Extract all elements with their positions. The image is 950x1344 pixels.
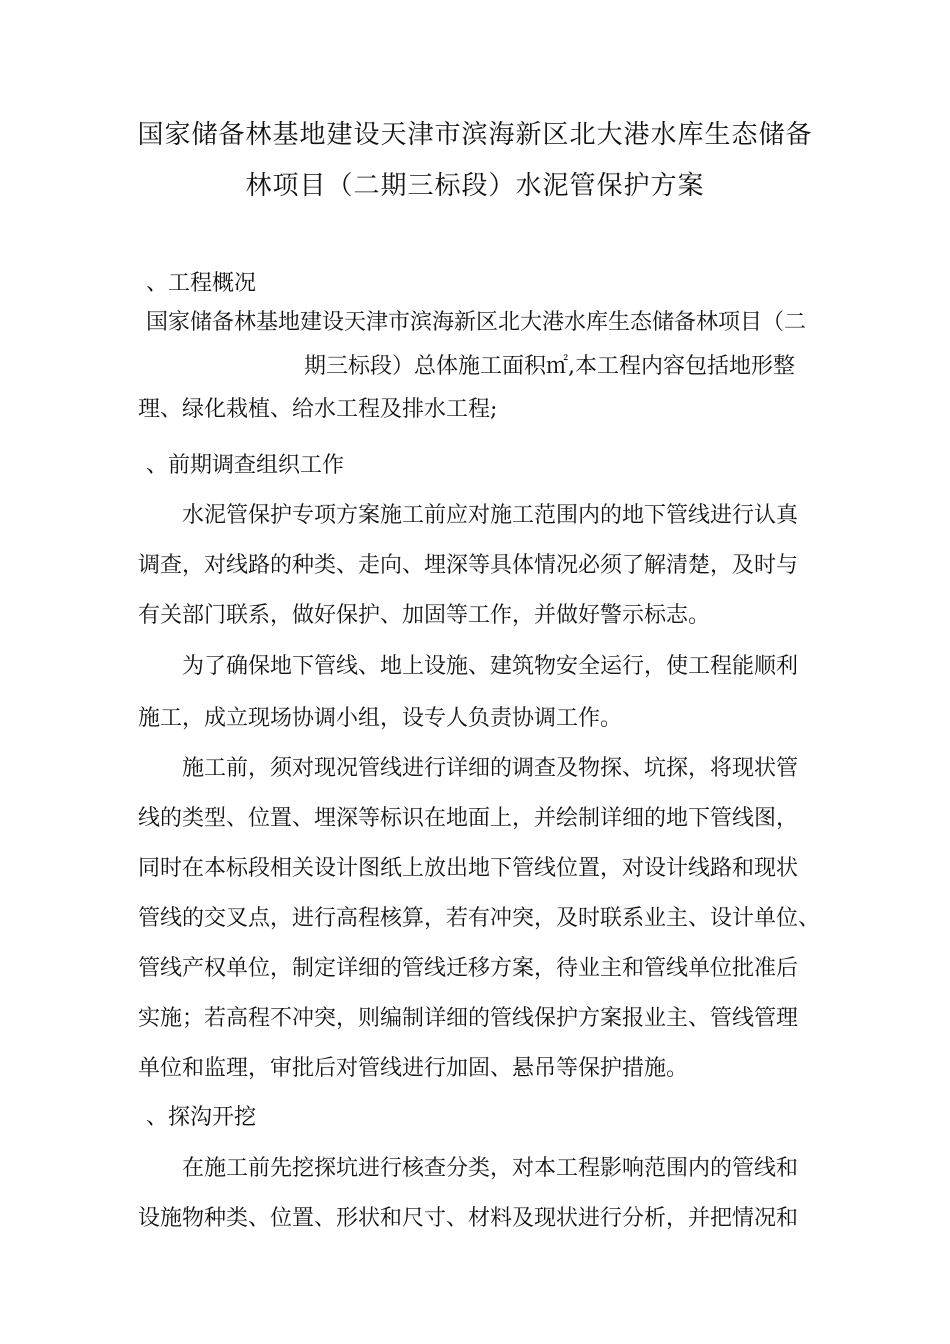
- paragraph-line: 管线的交叉点，进行高程核算，若有冲突，及时联系业主、设计单位、: [138, 906, 821, 931]
- paragraph-line: 水泥管保护专项方案施工前应对施工范围内的地下管线进行认真: [182, 503, 799, 528]
- overview-line: 理、绿化栽植、给水工程及排水工程;: [138, 397, 498, 422]
- paragraph-line: 施工前，须对现况管线进行详细的调查及物探、坑探，将现状管: [182, 756, 799, 781]
- paragraph-line: 有关部门联系，做好保护、加固等工作，并做好警示标志。: [138, 603, 711, 628]
- paragraph-line: 同时在本标段相关设计图纸上放出地下管线位置，对设计线路和现状: [138, 856, 799, 881]
- paragraph-line: 管线产权单位，制定详细的管线迁移方案，待业主和管线单位批准后: [138, 956, 799, 981]
- paragraph-line: 为了确保地下管线、地上设施、建筑物安全运行，使工程能顺利: [182, 654, 799, 679]
- paragraph-line: 线的类型、位置、埋深等标识在地面上，并绘制详细的地下管线图，: [138, 806, 799, 831]
- overview-line: 国家储备林基地建设天津市滨海新区北大港水库生态储备林项目（二: [146, 310, 807, 335]
- paragraph-line: 单位和监理，审批后对管线进行加固、悬吊等保护措施。: [138, 1056, 689, 1081]
- document-title-line-1: 国家储备林基地建设天津市滨海新区北大港水库生态储备: [137, 120, 813, 150]
- overview-line: 期三标段）总体施工面积㎡,本工程内容包括地形整: [304, 354, 795, 379]
- paragraph-line: 在施工前先挖探坑进行核查分类，对本工程影响范围内的管线和: [182, 1156, 799, 1181]
- paragraph-line: 施工，成立现场协调小组，设专人负责协调工作。: [138, 706, 623, 731]
- document-title-line-2: 林项目（二期三标段）水泥管保护方案: [245, 171, 705, 201]
- paragraph-line: 调查，对线路的种类、走向、埋深等具体情况必须了解清楚，及时与: [138, 553, 799, 578]
- section-heading-trench: 、探沟开挖: [146, 1105, 257, 1130]
- section-heading-survey: 、前期调查组织工作: [146, 453, 345, 478]
- paragraph-line: 实施；若高程不冲突，则编制详细的管线保护方案报业主、管线管理: [138, 1006, 799, 1031]
- section-heading-overview: 、工程概况: [146, 271, 257, 296]
- paragraph-line: 设施物种类、位置、形状和尺寸、材料及现状进行分析，并把情况和: [138, 1206, 799, 1231]
